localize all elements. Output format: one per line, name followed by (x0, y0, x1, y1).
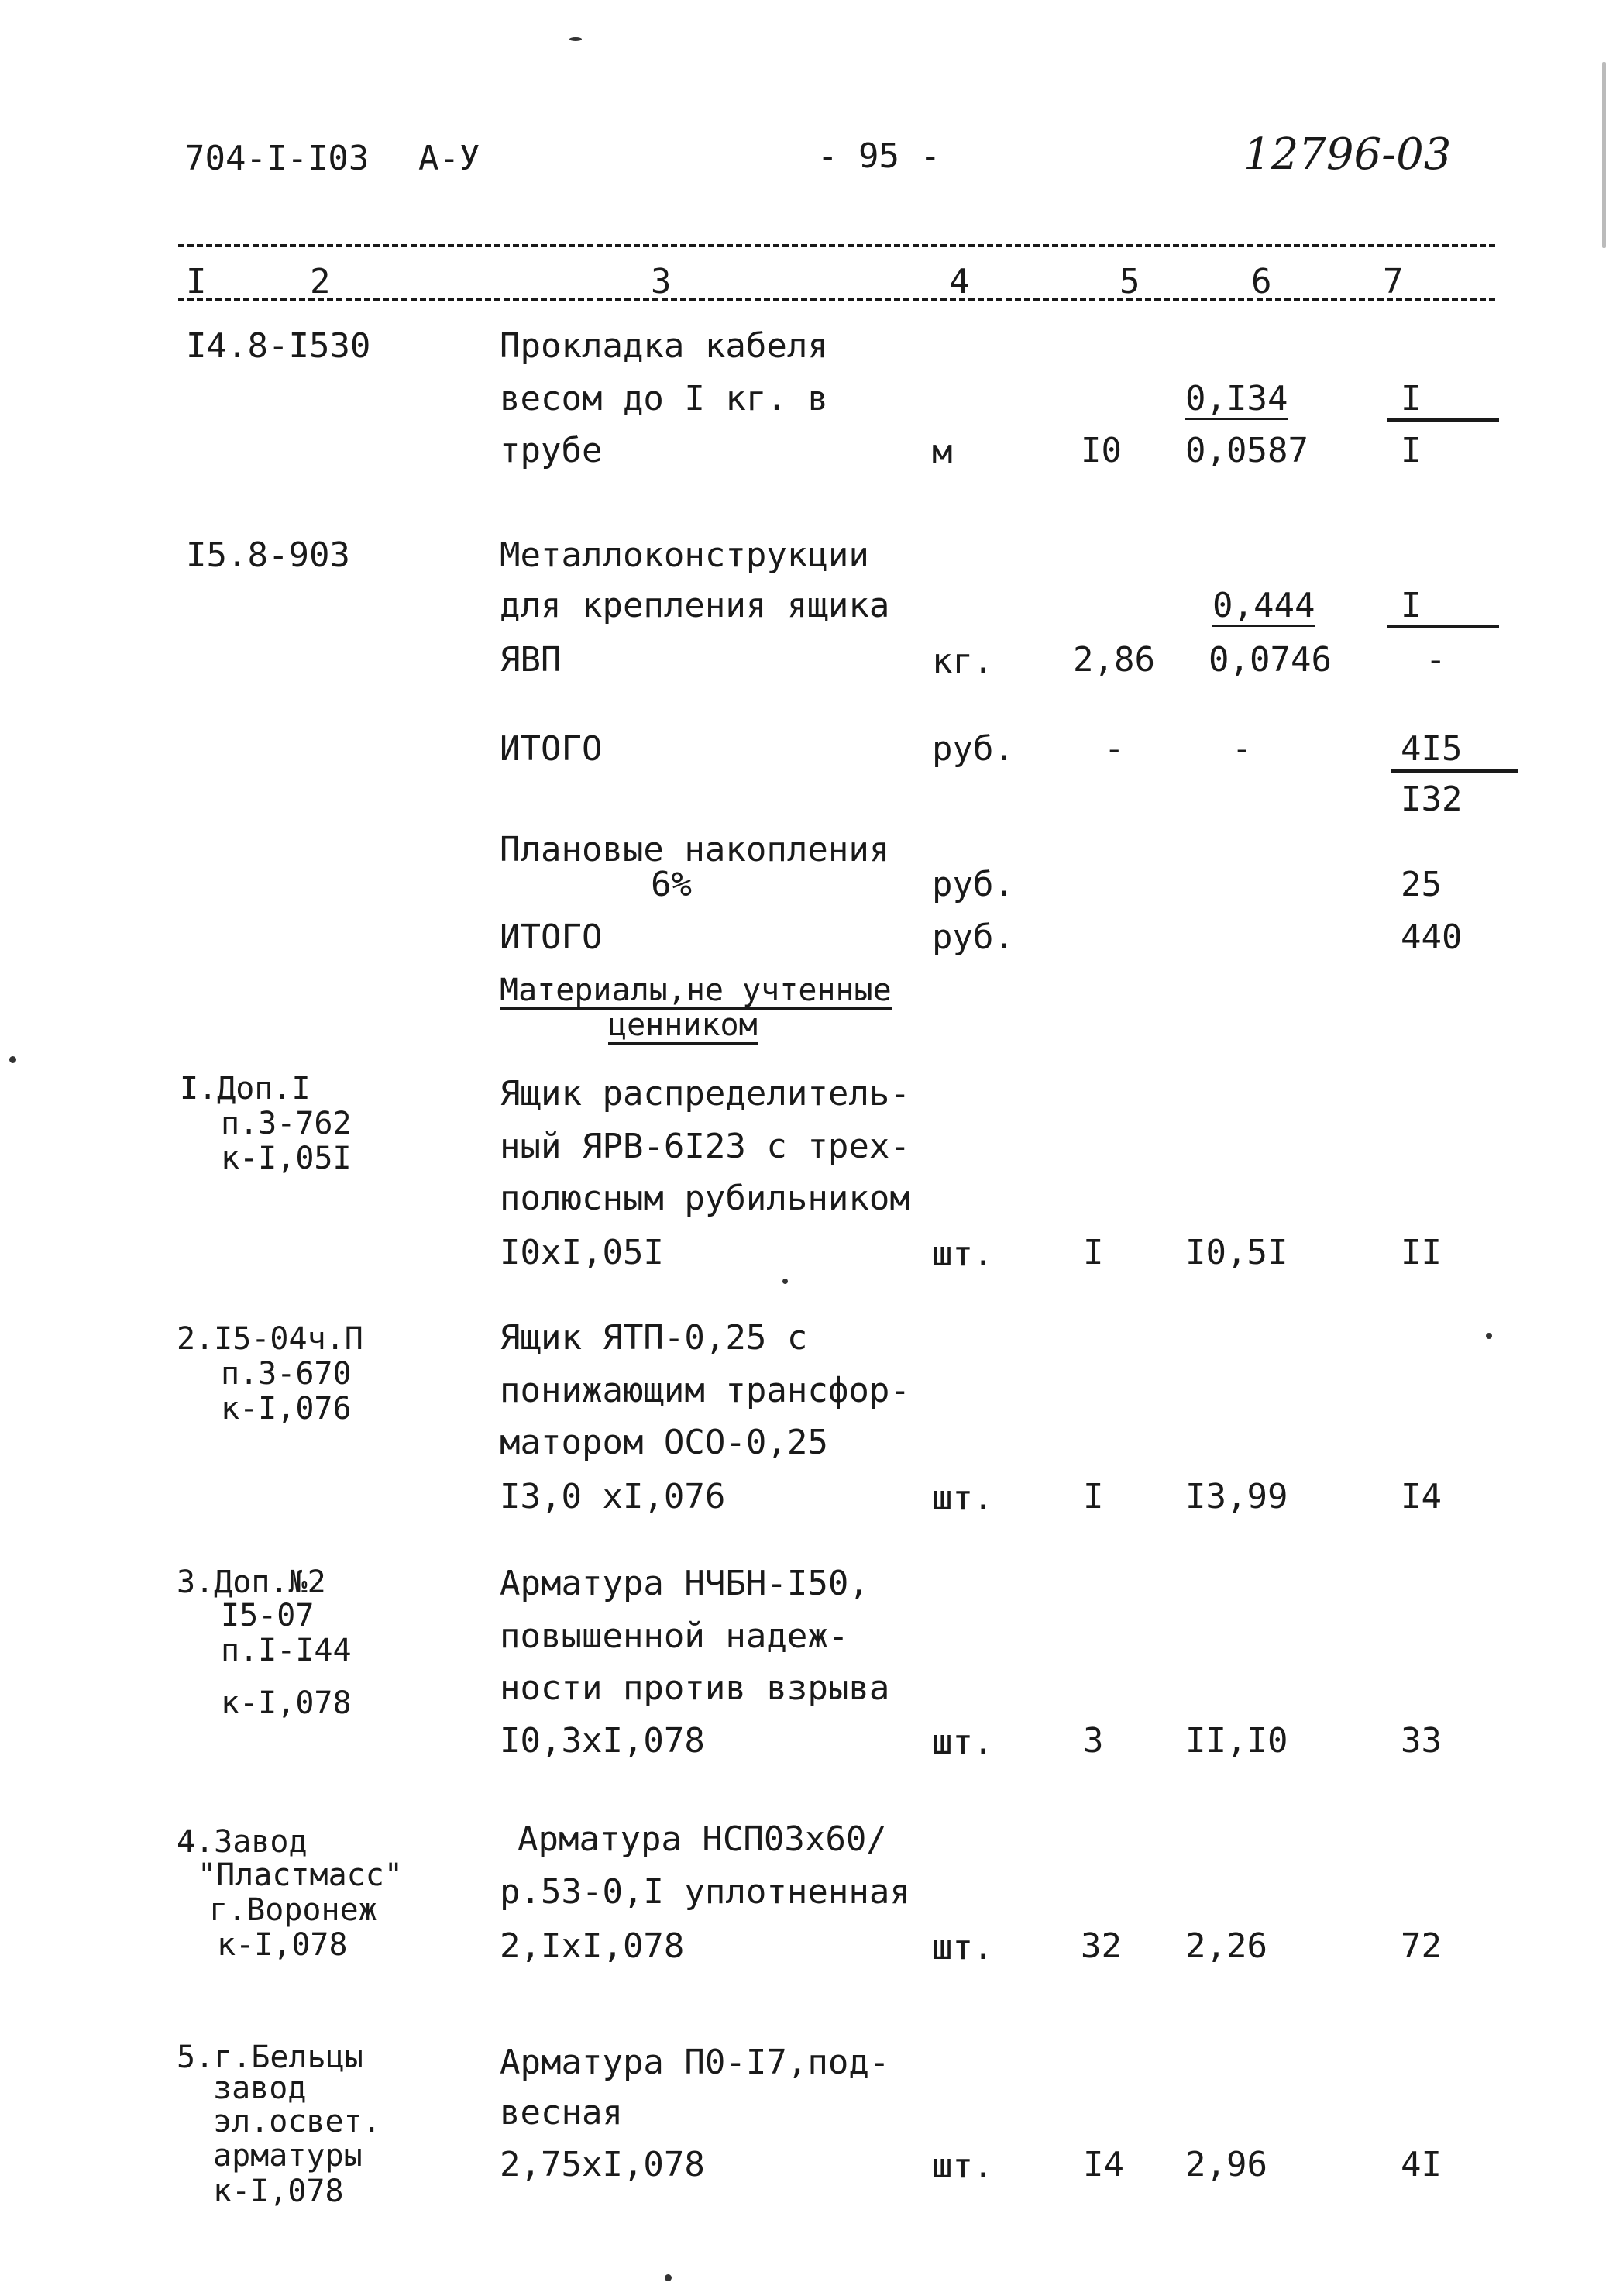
material-code-line: "Пластмасс" (198, 1857, 403, 1893)
material-description-line: Арматура П0-I7,под- (500, 2043, 890, 2082)
column-6-header: 6 (1251, 262, 1272, 301)
material-code-line: к-I,078 (221, 1685, 352, 1721)
fraction-rule (1387, 625, 1499, 628)
material-quantity: 32 (1081, 1926, 1122, 1966)
material-quantity: I (1083, 1477, 1104, 1516)
material-unit: шт. (932, 1478, 994, 1518)
material-code-line: I5-07 (221, 1598, 315, 1633)
row-code: I5.8-903 (186, 535, 350, 575)
material-col6: 2,96 (1185, 2145, 1267, 2184)
scan-mark (569, 37, 582, 41)
material-unit: шт. (932, 1723, 994, 1762)
row-description-line: Прокладка кабеля (500, 326, 828, 366)
material-code-line: к-I,078 (213, 2174, 344, 2209)
scan-mark (9, 1056, 16, 1063)
material-code-line: 2.I5-04ч.П (177, 1321, 363, 1357)
material-description-line: полюсным рубильником (500, 1179, 910, 1218)
material-col7: 33 (1401, 1721, 1442, 1761)
scan-mark (665, 2274, 672, 2281)
material-description-line: весная (500, 2093, 623, 2132)
total-unit: руб. (932, 917, 1014, 957)
material-description-line: 2,IxI,078 (500, 1926, 685, 1966)
material-description-line: матором ОСО-0,25 (500, 1423, 828, 1462)
document-code: 704-I-I03 (184, 139, 370, 178)
material-code-line: к-I,078 (217, 1927, 348, 1963)
material-description-line: Арматура НСП03х60/ (518, 1819, 887, 1859)
total-col7: 440 (1401, 917, 1463, 957)
material-col6: I3,99 (1185, 1477, 1288, 1516)
material-quantity: 3 (1083, 1721, 1104, 1761)
material-unit: шт. (932, 2146, 994, 2186)
row-col6-bottom: 0,0587 (1185, 431, 1308, 470)
row-col7-top: I (1401, 379, 1422, 418)
material-code-line: завод (213, 2071, 307, 2106)
row-code: I4.8-I530 (186, 326, 371, 366)
scan-edge-mark (1602, 62, 1606, 248)
row-col7-top: I (1401, 586, 1422, 625)
material-description-line: р.53-0,I уплотненная (500, 1872, 910, 1912)
material-description-line: Ящик ЯТП-0,25 с (500, 1318, 808, 1358)
material-description-line: повышенной надеж- (500, 1616, 849, 1656)
total-col6: - (1232, 729, 1253, 769)
page-number: - 95 - (817, 136, 940, 176)
material-unit: шт. (932, 1234, 994, 1274)
row-col6-top: 0,444 (1212, 586, 1315, 625)
inventory-number: 12796-03 (1243, 129, 1452, 180)
material-col6: II,I0 (1185, 1721, 1288, 1761)
material-quantity: I (1083, 1233, 1104, 1272)
material-description-line: I0xI,05I (500, 1233, 664, 1272)
fraction-rule (1391, 769, 1518, 773)
scan-mark (782, 1279, 788, 1284)
total-col7-bottom: I32 (1401, 780, 1463, 819)
material-description-line: понижающим трансфор- (500, 1371, 910, 1410)
row-col6-top: 0,I34 (1185, 379, 1288, 418)
material-col7: II (1401, 1233, 1442, 1272)
material-col7: 4I (1401, 2145, 1442, 2184)
row-quantity: 2,86 (1073, 640, 1155, 680)
row-description-line: трубе (500, 431, 603, 470)
material-code-line: п.I-I44 (221, 1633, 352, 1668)
material-code-line: I.Доп.I (180, 1071, 311, 1107)
material-description-line: ности против взрыва (500, 1668, 890, 1708)
material-col7: 72 (1401, 1926, 1442, 1966)
material-col7: I4 (1401, 1477, 1442, 1516)
column-7-header: 7 (1383, 262, 1404, 301)
row-description-line: для крепления ящика (500, 586, 890, 625)
row-description-line: весом до I кг. в (500, 379, 828, 418)
material-description-line: I3,0 xI,076 (500, 1477, 726, 1516)
row-description-line: Металлоконструкции (500, 535, 869, 575)
material-code-line: 5.г.Бельцы (177, 2040, 363, 2075)
material-col6: 2,26 (1185, 1926, 1267, 1966)
header-bottom-rule (178, 298, 1495, 301)
material-code-line: п.3-762 (221, 1106, 352, 1141)
column-3-header: 3 (651, 262, 672, 301)
material-description-line: Ящик распределитель- (500, 1074, 910, 1114)
row-unit: кг. (932, 642, 994, 681)
material-code-line: 3.Доп.№2 (177, 1565, 326, 1600)
total-unit: руб. (932, 729, 1014, 769)
planned-accumulation-col7: 25 (1401, 865, 1442, 904)
material-code-line: эл.освет. (213, 2104, 381, 2139)
table-top-rule (178, 244, 1495, 247)
material-code-line: п.3-670 (221, 1356, 352, 1392)
row-col6-bottom: 0,0746 (1209, 640, 1332, 680)
column-1-header: I (186, 262, 207, 301)
material-quantity: I4 (1083, 2145, 1124, 2184)
scan-mark (1486, 1333, 1492, 1339)
total-label: ИТОГО (500, 917, 603, 957)
material-code-line: к-I,05I (221, 1141, 352, 1176)
row-unit: м (932, 432, 953, 472)
materials-heading: Материалы,не учтенные (500, 972, 892, 1008)
column-4-header: 4 (949, 262, 970, 301)
material-code-line: арматуры (213, 2138, 363, 2174)
row-description-line: ЯВП (500, 640, 562, 680)
material-col6: I0,5I (1185, 1233, 1288, 1272)
material-code-line: 4.Завод (177, 1824, 308, 1860)
fraction-rule (1387, 418, 1499, 422)
planned-accumulation-unit: руб. (932, 865, 1014, 904)
materials-heading-continued: ценником (608, 1007, 758, 1043)
material-unit: шт. (932, 1928, 994, 1967)
material-description-line: Арматура НЧБН-I50, (500, 1564, 869, 1603)
total-col5: - (1104, 729, 1125, 769)
planned-accumulation-label: Плановые накопления (500, 830, 890, 869)
planned-accumulation-percent: 6% (651, 865, 692, 904)
material-description-line: 2,75xI,078 (500, 2145, 705, 2184)
row-col7-bottom: I (1401, 431, 1422, 470)
material-description-line: I0,3xI,078 (500, 1721, 705, 1761)
row-quantity: I0 (1081, 431, 1122, 470)
column-2-header: 2 (310, 262, 331, 301)
material-code-line: г.Воронеж (209, 1892, 377, 1928)
material-code-line: к-I,076 (221, 1391, 352, 1427)
document-suffix: А-У (418, 139, 480, 178)
total-col7-top: 4I5 (1401, 729, 1463, 769)
row-col7-bottom: - (1425, 640, 1446, 680)
total-label: ИТОГО (500, 729, 603, 769)
material-description-line: ный ЯРВ-6I23 с трех- (500, 1127, 910, 1166)
column-5-header: 5 (1119, 262, 1140, 301)
